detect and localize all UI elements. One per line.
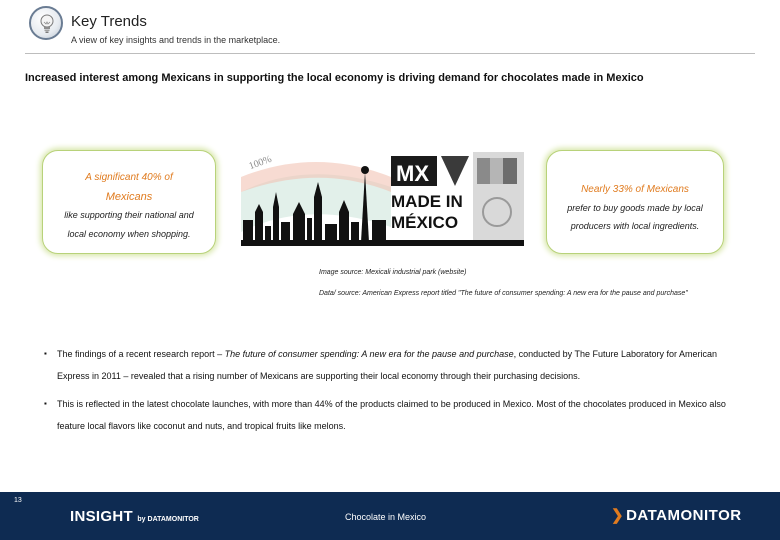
image-source-note: Image source: Mexicali industrial park (website)	[319, 269, 467, 276]
lightbulb-icon	[38, 13, 56, 35]
page-subtitle: A view of key insights and trends in the marketplace.	[71, 35, 281, 45]
footer-title: Chocolate in Mexico	[345, 512, 427, 522]
bullet-marker: ▪	[44, 399, 47, 408]
callout-left-text-1: like supporting their national and	[64, 210, 194, 220]
header-logo	[29, 6, 63, 40]
footer-brand-by: by DATAMONITOR	[137, 516, 199, 523]
bullet-1-report-title: The future of consumer spending: A new era for the pause and purchase	[224, 349, 514, 359]
callout-right-text-1: prefer to buy goods made by local	[567, 203, 703, 213]
footer-brand-name: INSIGHT	[70, 508, 133, 525]
callout-right-text-2: producers with local ingredients.	[570, 221, 700, 231]
banner-line-1: MADE IN	[391, 192, 463, 211]
bullet-2-text: This is reflected in the latest chocolate launches, with more than 44% of the products claimed to be produced in Mexico. Most of the chocolates produced in Mexico also feature local flavors like coconut and nuts, and tropical fruits like melons.	[57, 399, 726, 431]
footer-bar	[0, 492, 780, 540]
callout-left	[42, 150, 216, 254]
bullet-marker: ▪	[44, 349, 47, 358]
callout-left-text-2: local economy when shopping.	[67, 229, 191, 239]
banner-illustration	[241, 152, 524, 246]
page-title: Key Trends	[71, 13, 147, 30]
made-in-mexico-banner	[241, 152, 524, 246]
headline: Increased interest among Mexicans in supporting the local economy is driving demand for chocolates made in Mexico	[25, 72, 644, 84]
callout-left-highlight-1: A significant 40% of	[85, 172, 173, 183]
banner-stamp: 100%	[247, 153, 274, 173]
callout-right	[546, 150, 724, 254]
footer-brand	[70, 508, 199, 525]
page-number: 13	[14, 497, 22, 504]
bullet-list	[44, 343, 734, 443]
banner-line-2: MÉXICO	[391, 213, 459, 232]
banner-mx: MX	[396, 161, 429, 186]
callout-right-highlight: Nearly 33% of Mexicans	[581, 184, 689, 195]
datamonitor-logo	[611, 506, 742, 524]
bullet-1-pre: The findings of a recent research report –	[57, 349, 225, 359]
chevron-right-icon: ❯	[611, 507, 625, 524]
bullet-1-post: , conducted by The Future Laboratory for American Express in 2011 – revealed that a rising number of Mexicans are supporting their local economy through their purchasing decisions.	[57, 349, 718, 381]
data-source-note: Data/ source: American Express report titled "The future of consumer spending: A new era for the pause and purchase"	[319, 290, 688, 297]
footer-logo-text: DATAMONITOR	[626, 507, 742, 524]
header-divider	[25, 53, 755, 54]
list-item	[44, 343, 734, 387]
list-item	[44, 393, 734, 437]
callout-left-highlight-2: Mexicans	[105, 191, 153, 203]
